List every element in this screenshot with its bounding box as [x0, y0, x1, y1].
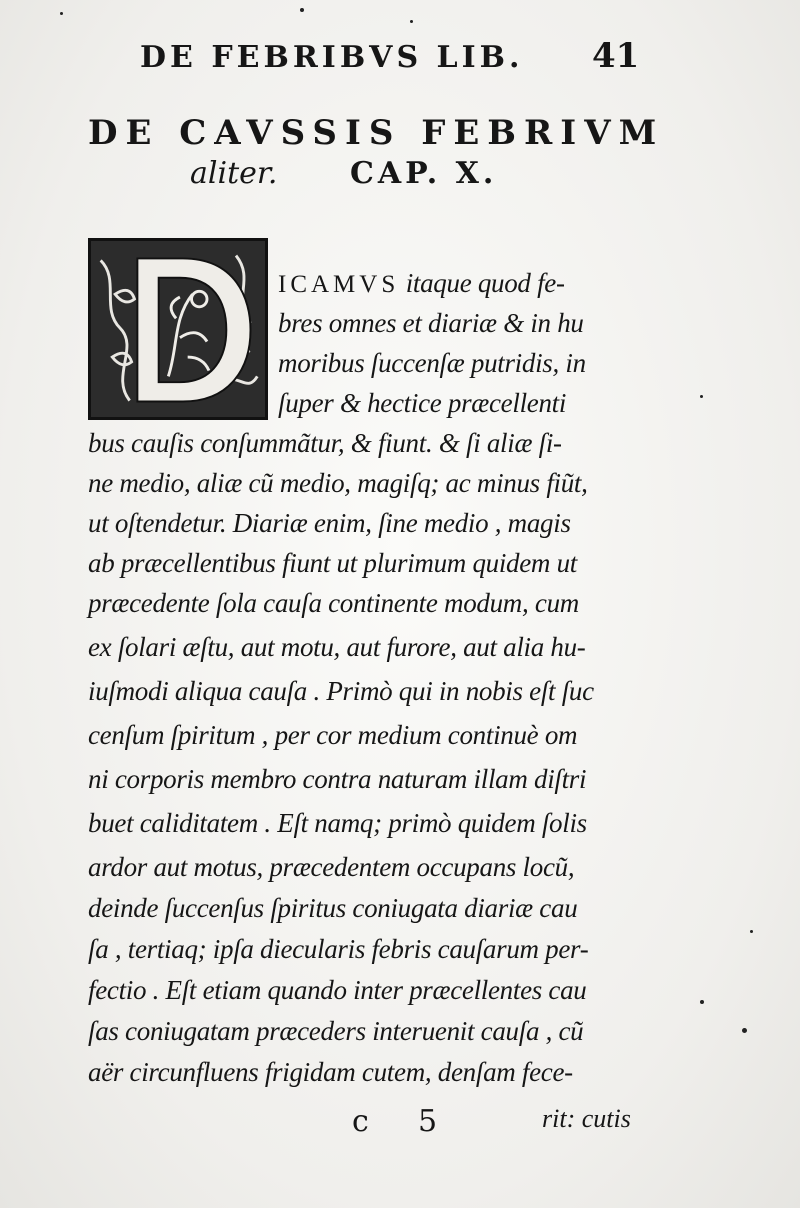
chapter-label: CAP. X. [350, 156, 498, 191]
ink-speck [700, 1000, 704, 1004]
ink-speck [700, 395, 703, 398]
text-line: ne medio, aliæ cũ medio, magiſq; ac minus fiũt, [88, 468, 588, 498]
text-line: moribus ſuccenſæ putridis, in [278, 348, 586, 378]
text-line: ſas coniugatam præceders interuenit cauſa , cũ [88, 1016, 584, 1046]
text-line: præcedente ſola cauſa continente modum, cum [88, 588, 579, 618]
text-line: ICAMVS itaque quod fe- [278, 268, 565, 298]
text-line: bus cauſis conſummãtur, & fiunt. & ſi aliæ ſi- [88, 428, 562, 458]
text-line: cenſum ſpiritum , per cor medium continuè om [88, 720, 578, 750]
text-line: ardor aut motus, præcedentem occupans locũ, [88, 852, 575, 882]
ink-speck [750, 930, 753, 933]
drop-cap-woodcut [88, 238, 268, 420]
ink-speck [300, 8, 304, 12]
signature-number: 5 [418, 1104, 438, 1139]
text-line: ni corporis membro contra naturam illam diſtri [88, 764, 587, 794]
ink-speck [742, 1028, 747, 1033]
running-title: DE FEBRIBVS LIB. [140, 40, 524, 75]
text-line: aër circunfluens frigidam cutem, denſam fece- [88, 1057, 573, 1087]
chapter-subtitle-word: aliter. [190, 156, 278, 191]
ink-speck [410, 20, 413, 23]
text-line: ab præcellentibus fiunt ut plurimum quidem ut [88, 548, 577, 578]
text-line: fectio . Eſt etiam quando inter præcellentes cau [88, 975, 587, 1005]
text-line: iuſmodi aliqua cauſa . Primò qui in nobis eſt ſuc [88, 676, 594, 706]
text-line: deinde ſuccenſus ſpiritus coniugata diariæ cau [88, 893, 578, 923]
text-line: ſa , tertiaq; ipſa diecularis febris cauſarum per- [88, 934, 589, 964]
text-line: ex ſolari æſtu, aut motu, aut furore, aut alia hu- [88, 632, 586, 662]
signature-letter: c [352, 1104, 369, 1139]
chapter-title: DE CAVSSIS FEBRIVM [88, 113, 665, 153]
text-line: bres omnes et diariæ & in hu [278, 308, 584, 338]
catchword: rit: cutis [542, 1104, 631, 1133]
ink-speck [60, 12, 63, 15]
page-number: 41 [592, 36, 640, 76]
text-line: ut oſtendetur. Diariæ enim, ſine medio , magis [88, 508, 571, 538]
text-line: ſuper & hectice præcellenti [278, 388, 567, 418]
text-line: buet caliditatem . Eſt namq; primò quidem ſolis [88, 808, 587, 838]
